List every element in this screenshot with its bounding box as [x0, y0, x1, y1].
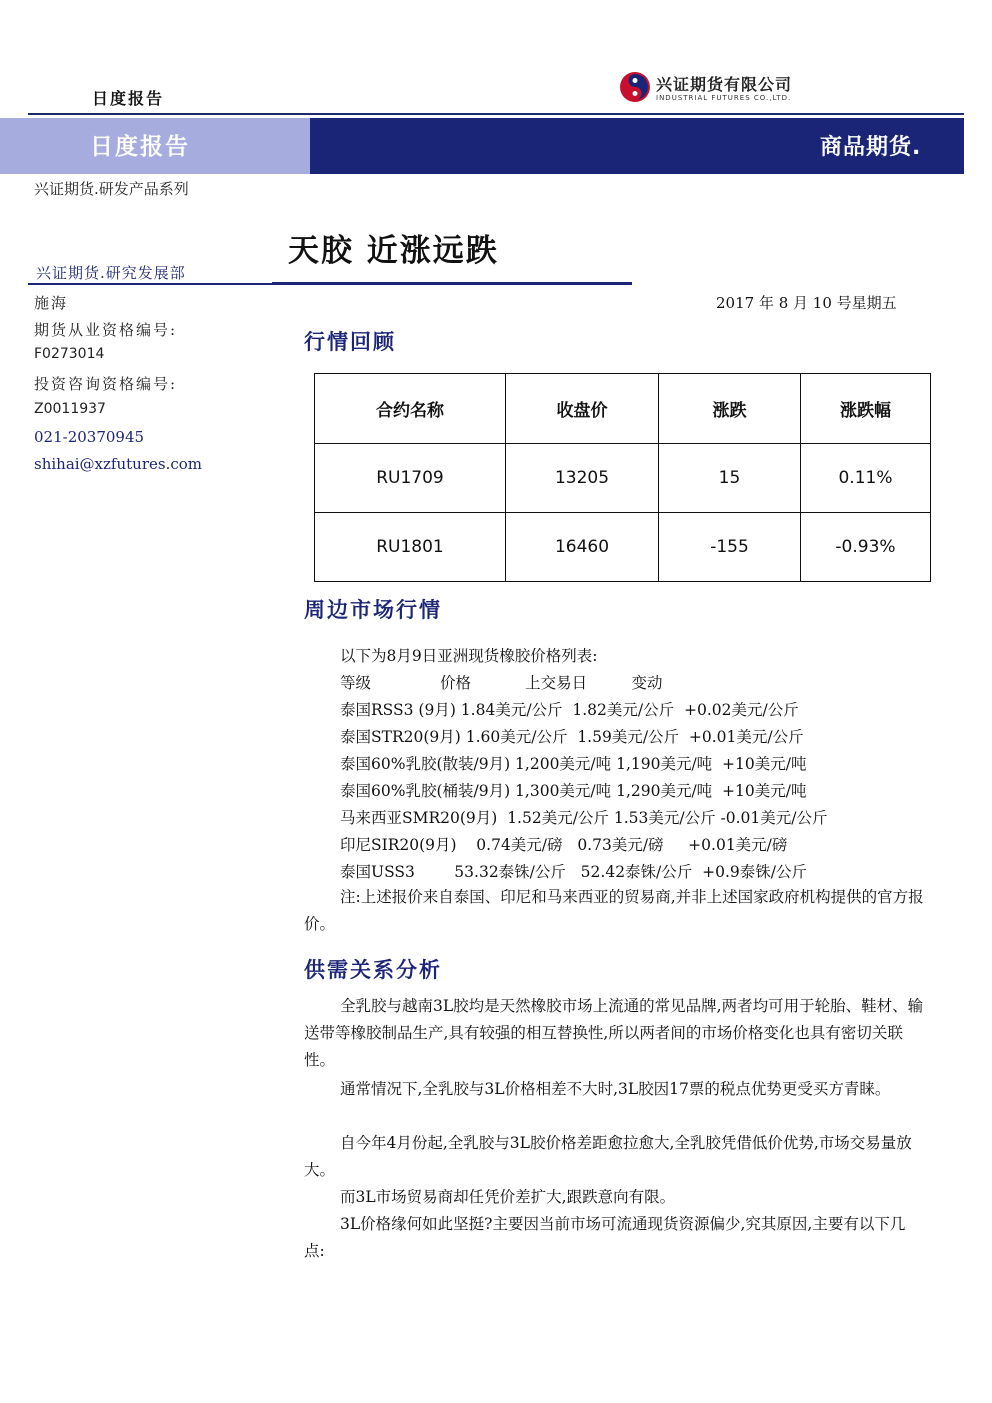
company-logo-icon — [618, 70, 652, 104]
table-header: 涨跌 — [659, 374, 801, 444]
market-line: 印尼SIR20(9月) 0.74美元/磅 0.73美元/磅 +0.01美元/磅 — [340, 836, 788, 854]
market-line: 马来西亚SMR20(9月) 1.52美元/公斤 1.53美元/公斤 -0.01美元/公斤 — [340, 809, 828, 827]
market-line: 泰国RSS3 (9月) 1.84美元/公斤 1.82美元/公斤 +0.02美元/公斤 — [340, 701, 799, 719]
table-cell: RU1801 — [315, 513, 506, 582]
market-line: 泰国60%乳胶(桶装/9月) 1,300美元/吨 1,290美元/吨 +10美元/吨 — [340, 782, 807, 800]
company-name-en: INDUSTRIAL FUTURES CO.,LTD. — [656, 94, 792, 102]
table-header-row — [315, 374, 931, 444]
table-cell: 0.11% — [801, 444, 931, 513]
table-row — [315, 444, 931, 513]
department: 兴证期货.研究发展部 — [36, 264, 186, 282]
analysis-paragraph: 3L价格缘何如此坚挺?主要因当前市场可流通现货资源偏少,究其原因,主要有以下几点: — [304, 1215, 906, 1260]
banner-right-title: 商品期货. — [820, 135, 922, 160]
department-rule — [28, 283, 272, 285]
section-heading-review: 行情回顾 — [304, 329, 396, 354]
section-heading-market: 周边市场行情 — [304, 597, 442, 622]
email-link[interactable]: shihai@xzfutures.com — [34, 455, 202, 473]
table-cell: 16460 — [506, 513, 659, 582]
banner-divider — [296, 118, 310, 174]
table-cell: RU1709 — [315, 444, 506, 513]
report-date: 2017 年 8 月 10 号星期五 — [716, 294, 897, 312]
product-series: 兴证期货.研发产品系列 — [34, 180, 189, 198]
company-name-cn: 兴证期货有限公司 — [656, 75, 793, 94]
advisor-number: Z0011937 — [34, 401, 106, 417]
analysis-paragraph: 通常情况下,全乳胶与3L价格相差不大时,3L胶因17票的税点优势更受买方青睐。 — [340, 1080, 891, 1098]
license-label: 期货从业资格编号: — [34, 321, 178, 339]
analysis-paragraph: 而3L市场贸易商却任凭价差扩大,跟跌意向有限。 — [340, 1188, 676, 1206]
author-name: 施海 — [34, 294, 69, 312]
license-number: F0273014 — [34, 346, 105, 362]
phone-number: 021-20370945 — [34, 428, 145, 446]
banner-left-title: 日度报告 — [90, 134, 190, 160]
market-line: 以下为8月9日亚洲现货橡胶价格列表: — [340, 647, 598, 665]
market-line: 泰国60%乳胶(散装/9月) 1,200美元/吨 1,190美元/吨 +10美元/吨 — [340, 755, 807, 773]
analysis-paragraph: 全乳胶与越南3L胶均是天然橡胶市场上流通的常见品牌,两者均可用于轮胎、鞋材、输送带等橡胶制品生产,具有较强的相互替换性,所以两者间的市场价格变化也具有密切关联性。 — [304, 997, 924, 1069]
table-header: 合约名称 — [315, 374, 506, 444]
table-header: 涨跌幅 — [801, 374, 931, 444]
title-rule — [272, 282, 632, 285]
header-rule — [28, 113, 964, 115]
quote-table — [314, 373, 931, 582]
table-cell: 15 — [659, 444, 801, 513]
market-line: 等级 价格 上交易日 变动 — [340, 674, 663, 692]
table-cell: -0.93% — [801, 513, 931, 582]
page-title: 天胶 近涨远跌 — [288, 233, 499, 269]
market-line: 泰国STR20(9月) 1.60美元/公斤 1.59美元/公斤 +0.01美元/公斤 — [340, 728, 804, 746]
analysis-paragraph: 自今年4月份起,全乳胶与3L胶价格差距愈拉愈大,全乳胶凭借低价优势,市场交易量放大。 — [304, 1134, 912, 1179]
market-note: 注:上述报价来自泰国、印尼和马来西亚的贸易商,并非上述国家政府机构提供的官方报价。 — [304, 888, 924, 933]
section-heading-supply: 供需关系分析 — [304, 957, 442, 982]
table-cell: -155 — [659, 513, 801, 582]
market-line: 泰国USS3 53.32泰铢/公斤 52.42泰铢/公斤 +0.9泰铢/公斤 — [340, 863, 807, 881]
advisor-label: 投资咨询资格编号: — [34, 375, 178, 393]
report-type-label: 日度报告 — [92, 89, 165, 108]
table-row — [315, 513, 931, 582]
table-header: 收盘价 — [506, 374, 659, 444]
table-cell: 13205 — [506, 444, 659, 513]
